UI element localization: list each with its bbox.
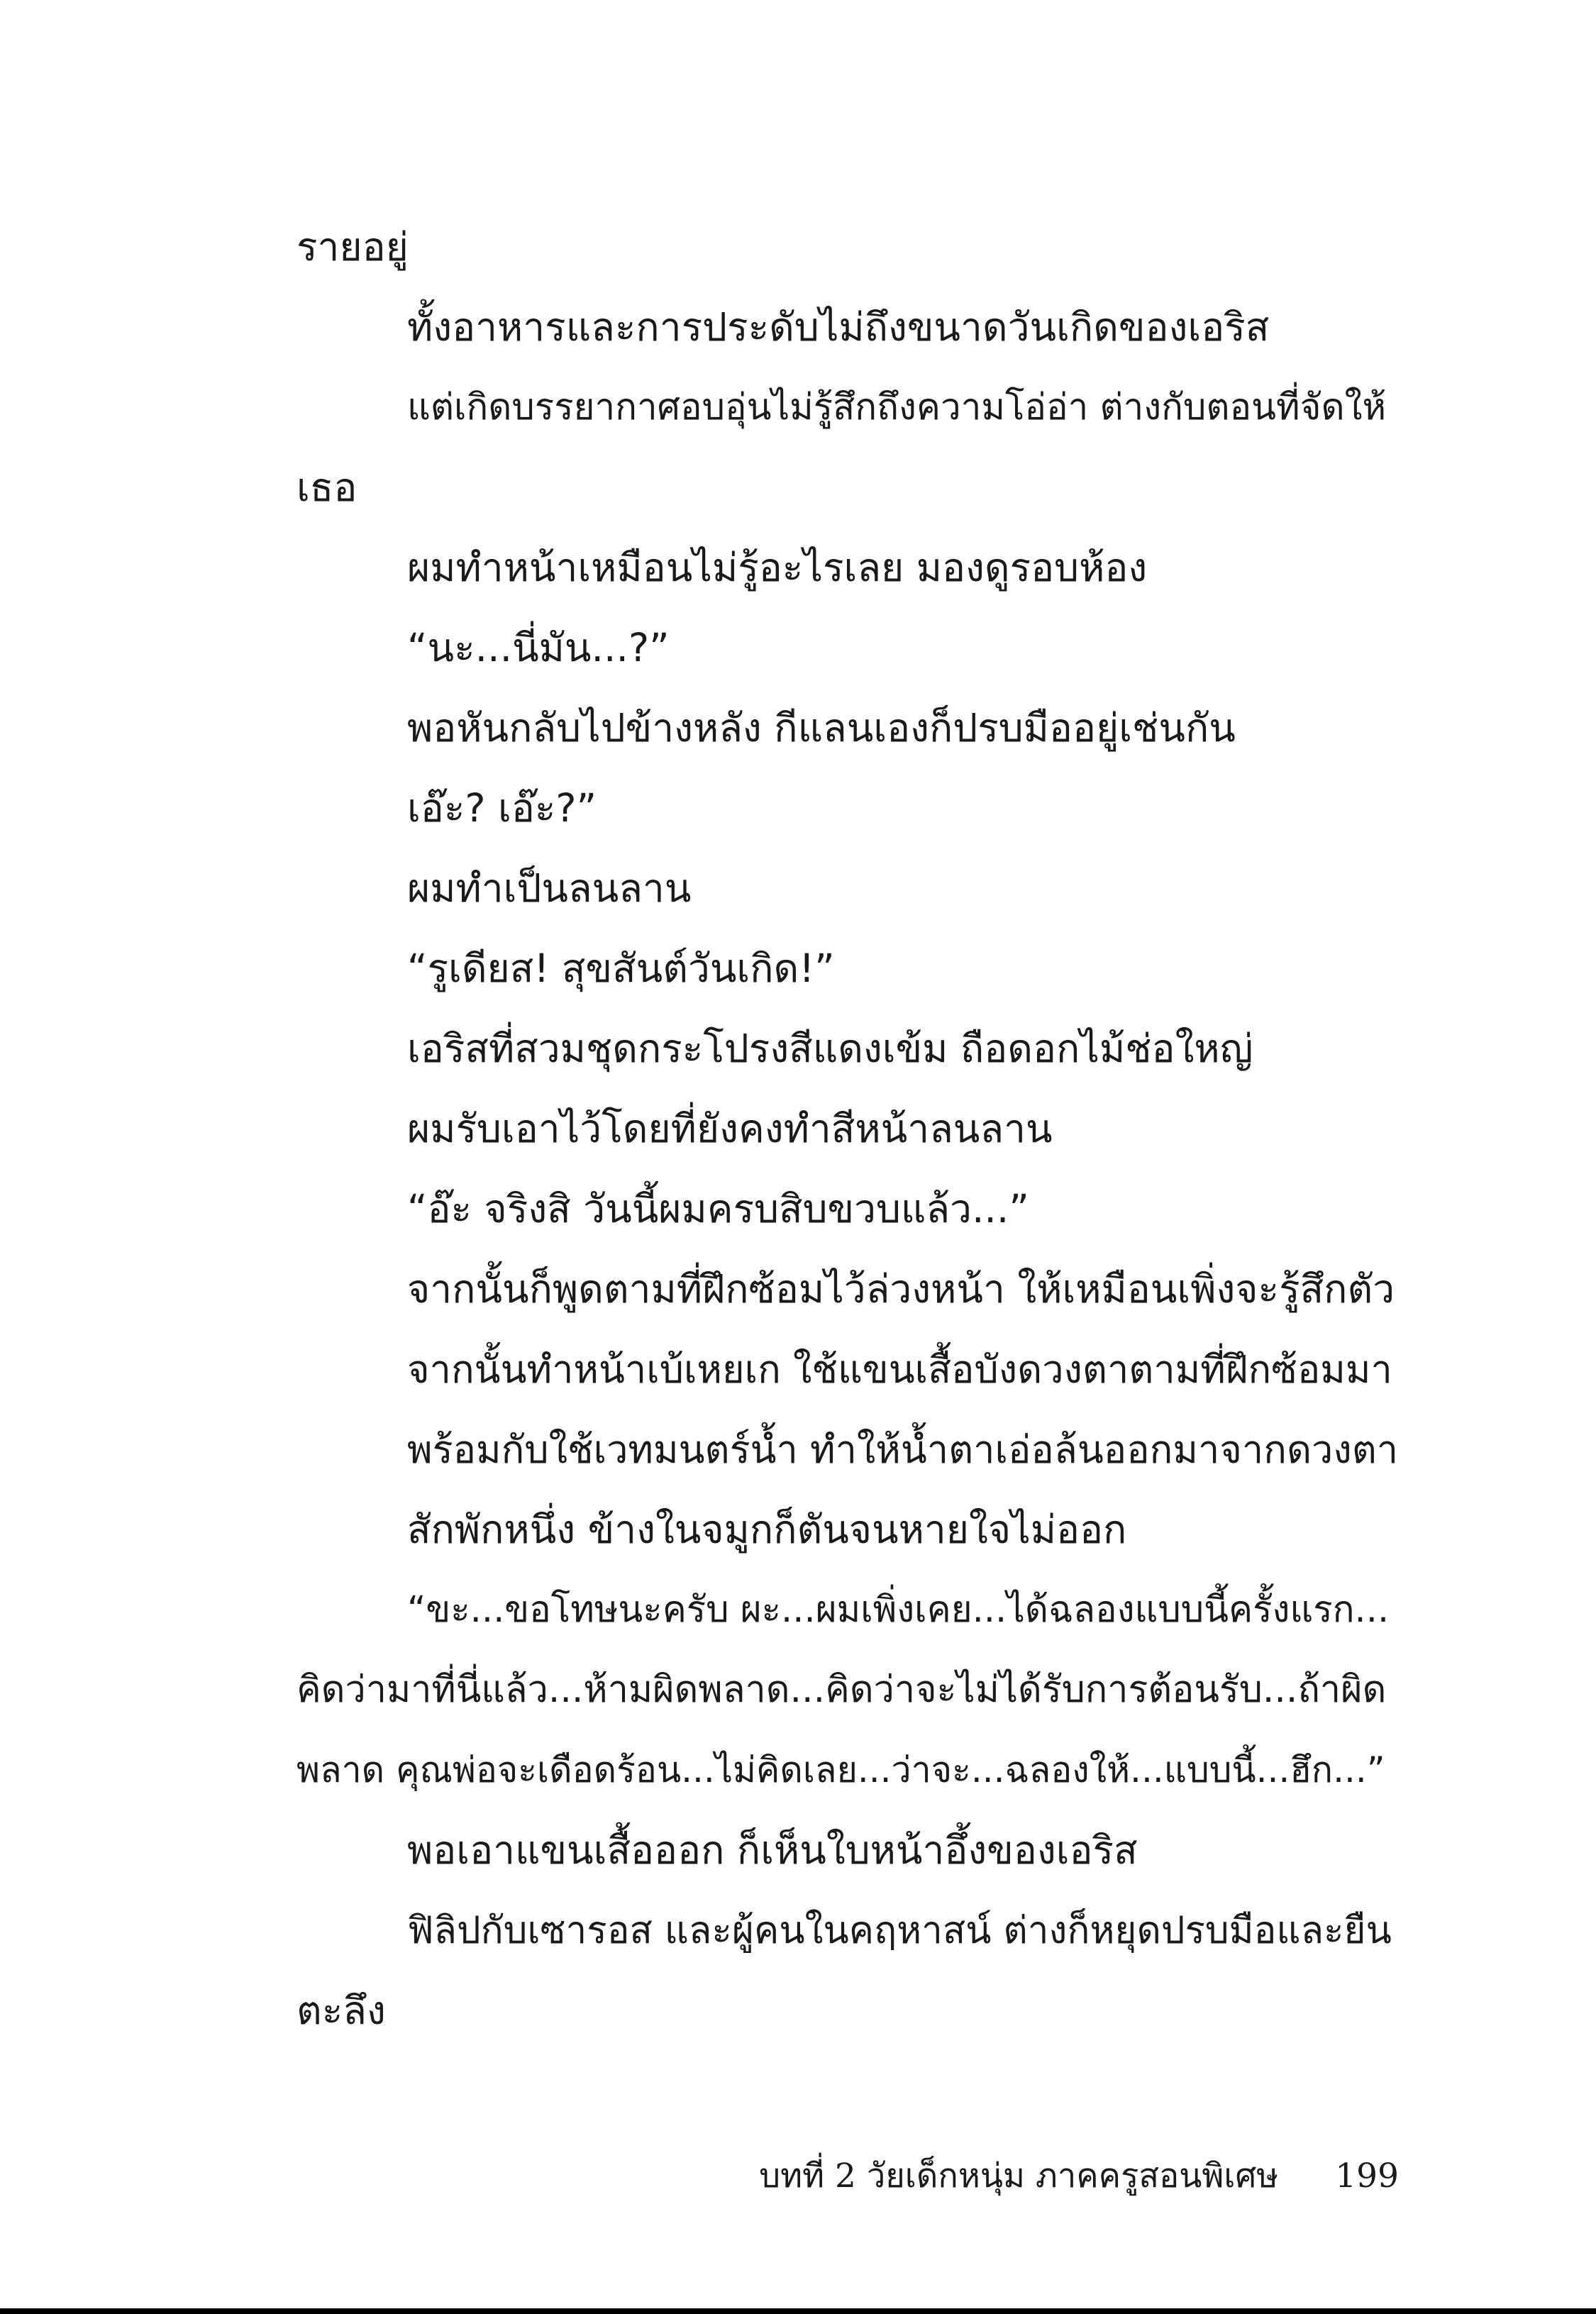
text-line-11: เอริสที่สวมชุดกระโปรงสีแดงเข้ม ถือดอกไม้ช่อใหญ่ [407,1026,1253,1071]
page-number: 199 [1335,2157,1399,2196]
running-footer [759,2148,1399,2205]
body-text [297,207,1403,2051]
text-line-8: เอ๊ะ? เอ๊ะ?” [407,785,597,831]
bottom-border [0,2308,1596,2314]
text-line-9: ผมทำเป็นลนลาน [407,865,692,911]
text-line-12: ผมรับเอาไว้โดยที่ยังคงทำสีหน้าลนลาน [407,1106,1053,1151]
text-line-14: จากนั้นก็พูดตามที่ฝึกซ้อมไว้ล่วงหน้า ให้เหมือนเพิ่งจะรู้สึกตัว [407,1266,1395,1312]
text-line-7: พอหันกลับไปข้างหลัง กีแลนเองก็ปรบมืออยู่เช่นกัน [407,705,1236,751]
text-line-1: รายอยู่ [297,224,409,270]
text-line-16: พร้อมกับใช้เวทมนตร์น้ำ ทำให้น้ำตาเอ่อล้นออกมาจากดวงตา [407,1427,1399,1472]
text-line-4: เธอ [297,465,358,510]
text-line-5: ผมทำหน้าเหมือนไม่รู้อะไรเลย มองดูรอบห้อง [407,545,1148,590]
text-line-23: ตะลึง [297,1988,386,2033]
text-line-15: จากนั้นทำหน้าเบ้เหยเก ใช้แขนเสื้อบังดวงตาตามที่ฝึกซ้อมมา [407,1347,1392,1392]
text-line-13: “อ๊ะ จริงสิ วันนี้ผมครบสิบขวบแล้ว...” [407,1186,1029,1231]
text-line-3: แต่เกิดบรรยากาศอบอุ่นไม่รู้สึกถึงความโอ่อ่า ต่างกับตอนที่จัดให้ [407,387,1387,428]
text-line-21: พอเอาแขนเสื้อออก ก็เห็นใบหน้าอึ้งของเอริส [407,1827,1138,1873]
text-line-19: คิดว่ามาที่นี่แล้ว...ห้ามผิดพลาด...คิดว่าจะไม่ได้รับการต้อนรับ...ถ้าผิด [297,1668,1387,1711]
text-line-20: พลาด คุณพ่อจะเดือดร้อน...ไม่คิดเลย...ว่าจะ...ฉลองให้...แบบนี้...ฮึก...” [297,1749,1385,1790]
text-line-2: ทั้งอาหารและการประดับไม่ถึงขนาดวันเกิดของเอริส [407,304,1270,350]
text-line-22: ฟิลิปกับเซารอส และผู้คนในคฤหาสน์ ต่างก็หยุดปรบมือและยืน [407,1909,1392,1952]
text-line-18: “ขะ...ขอโทษนะครับ ผะ...ผมเพิ่งเคย...ได้ฉลองแบบนี้ครั้งแรก... [407,1589,1390,1631]
chapter-title: บทที่ 2 วัยเด็กหนุ่ม ภาคครูสอนพิเศษ [759,2157,1279,2196]
text-line-6: “นะ...นี่มัน...?” [407,625,670,670]
text-line-10: “รูเดียส! สุขสันต์วันเกิด!” [407,946,835,991]
text-line-17: สักพักหนึ่ง ข้างในจมูกก็ตันจนหายใจไม่ออก [407,1507,1127,1552]
